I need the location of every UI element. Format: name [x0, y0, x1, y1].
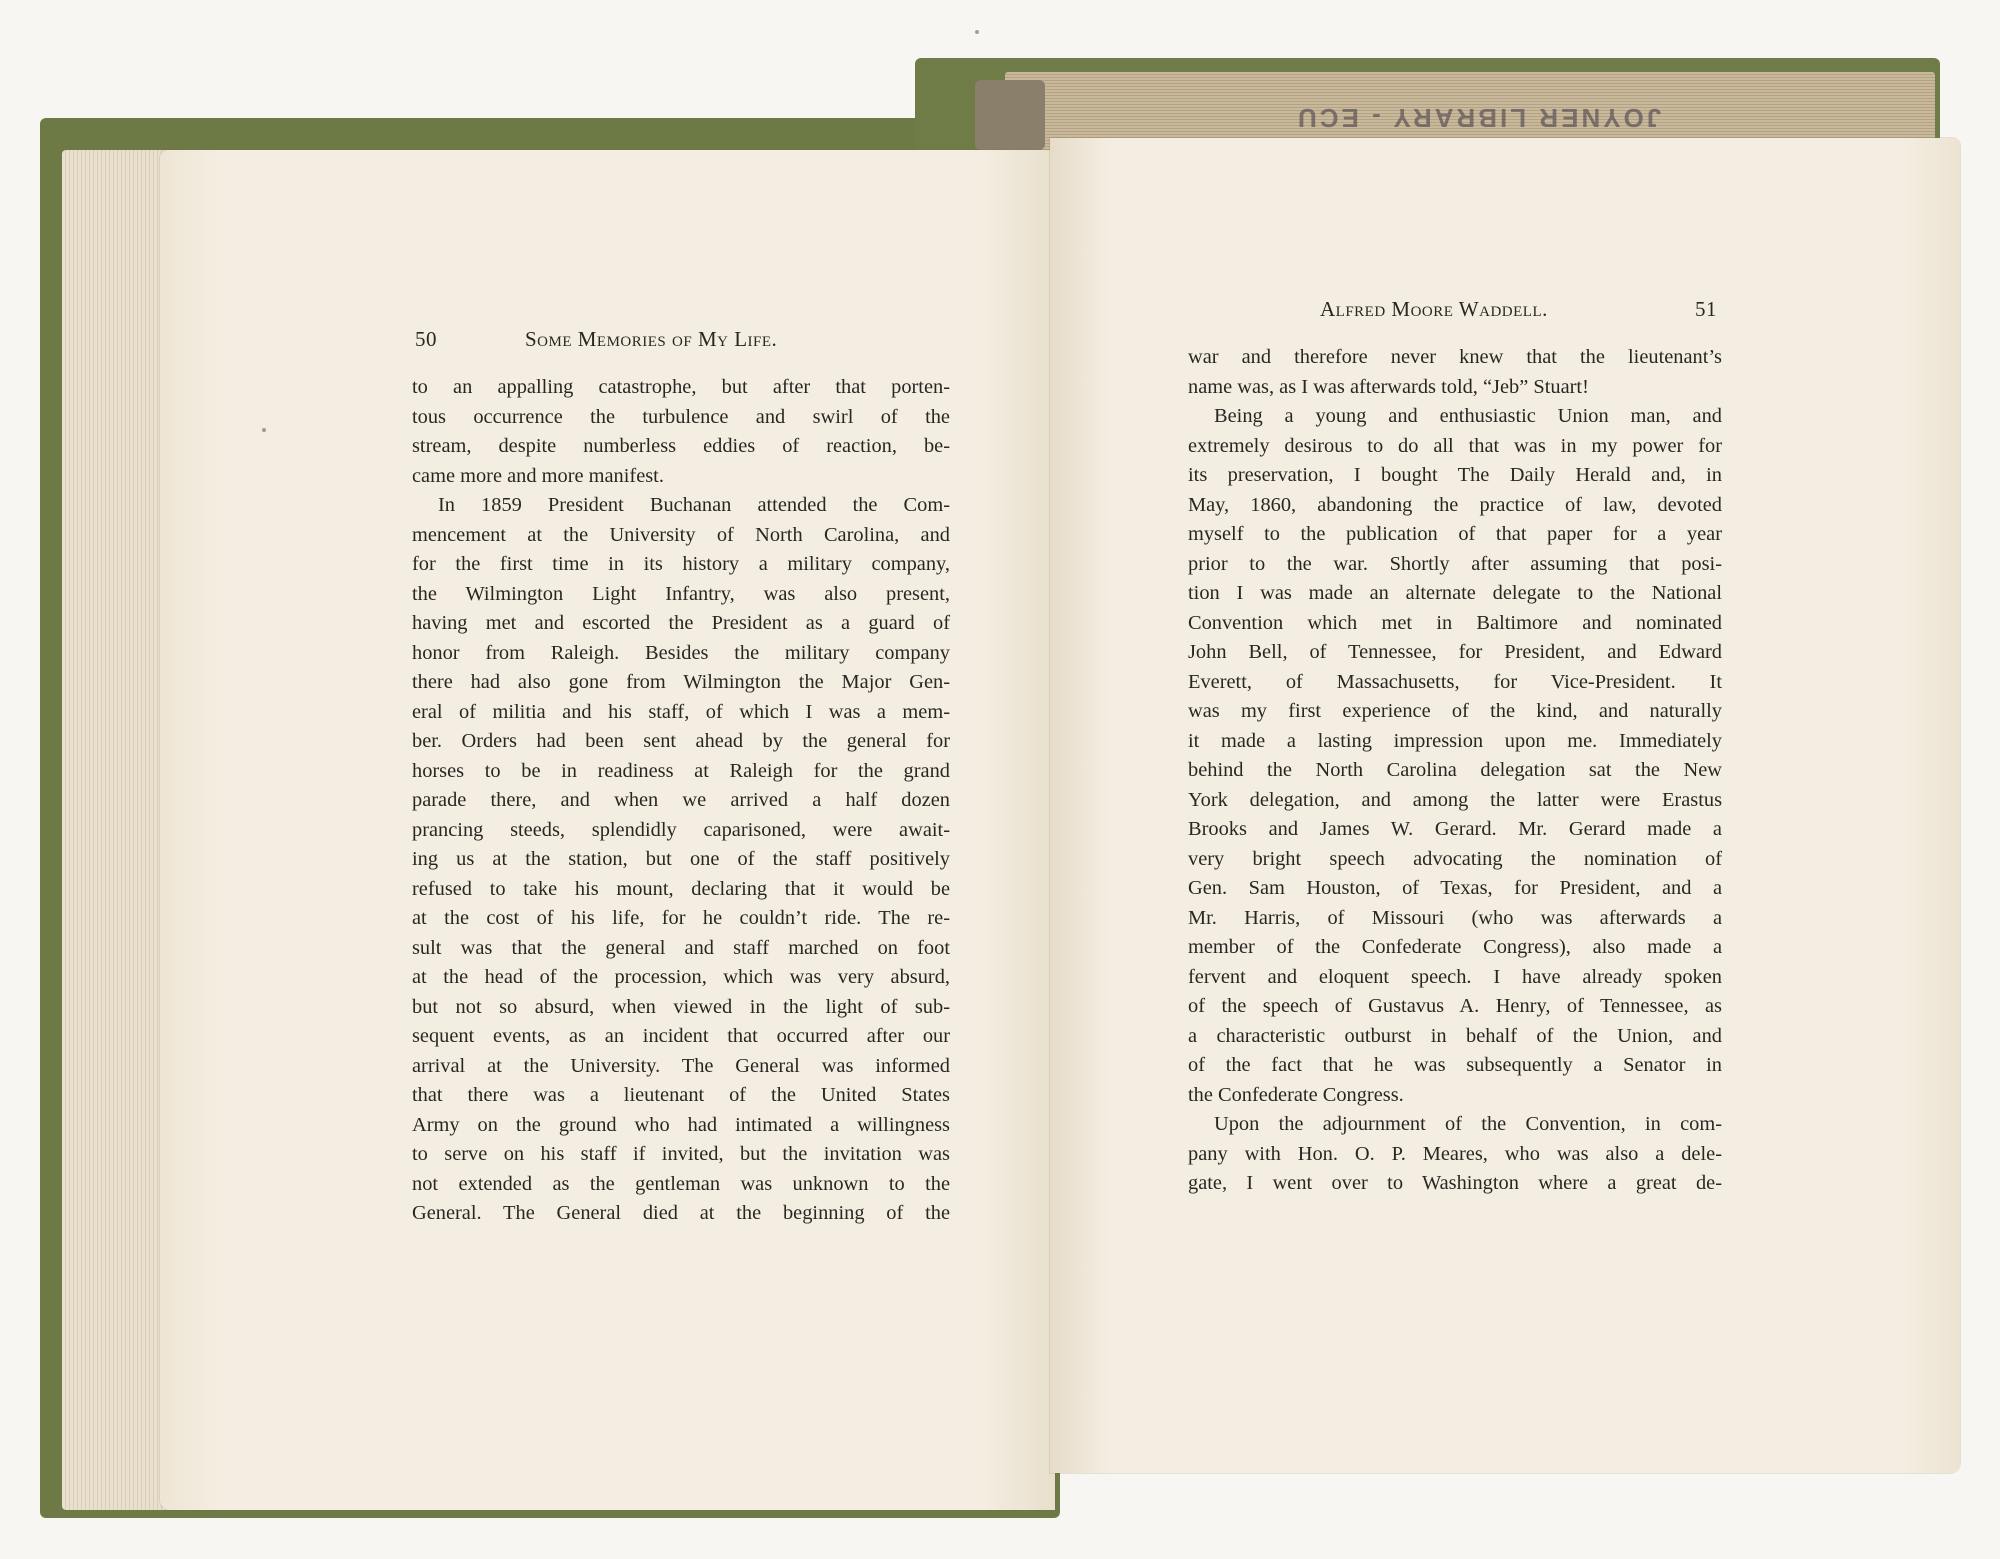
text-line: name was, as I was afterwards told, “Jeb” Stuart!: [1188, 375, 1589, 398]
text-line: was my first experience of the kind, and naturally: [1188, 700, 1722, 722]
text-line: arrival at the University. The General was informed: [412, 1054, 950, 1077]
text-line: mencement at the University of North Carolina, and: [412, 523, 950, 546]
page-speck: [262, 428, 266, 432]
text-line: Convention which met in Baltimore and nominated: [1188, 611, 1722, 634]
text-line: the Confederate Congress.: [1188, 1083, 1404, 1106]
text-line: sequent events, as an incident that occurred after our: [412, 1025, 950, 1047]
text-line: Brooks and James W. Gerard. Mr. Gerard made a: [1188, 818, 1722, 840]
text-line: it made a lasting impression upon me. Immediately: [1188, 729, 1722, 752]
text-line: not extended as the gentleman was unknown to the: [412, 1172, 950, 1195]
text-line: In 1859 President Buchanan attended the Com-: [438, 494, 950, 516]
text-line: of the speech of Gustavus A. Henry, of Tennessee, as: [1188, 995, 1722, 1017]
text-line: John Bell, of Tennessee, for President, and Edward: [1188, 641, 1722, 663]
text-line: having met and escorted the President as a guard of: [412, 612, 950, 634]
text-line: gate, I went over to Washington where a great de-: [1188, 1172, 1722, 1194]
text-line: behind the North Carolina delegation sat the New: [1188, 759, 1722, 781]
page-speck: [975, 30, 979, 34]
text-line: tous occurrence the turbulence and swirl of the: [412, 405, 950, 428]
text-line: prancing steeds, splendidly caparisoned, were await-: [412, 818, 950, 841]
text-line: for the first time in its history a military company,: [412, 553, 950, 575]
text-line: May, 1860, abandoning the practice of law, devoted: [1188, 493, 1722, 516]
text-line: to serve on his staff if invited, but the invitation was: [412, 1143, 950, 1165]
text-line: parade there, and when we arrived a half dozen: [412, 789, 950, 811]
text-line: ing us at the station, but one of the staff positively: [412, 848, 950, 870]
left-page-body: [412, 373, 950, 1229]
text-line: Army on the ground who had intimated a willingness: [412, 1113, 950, 1136]
library-edge-stamp: JOYNER LIBRARY - ECU: [1295, 103, 1662, 133]
book-spine: [975, 80, 1045, 150]
text-line: its preservation, I bought The Daily Herald and, in: [1188, 464, 1722, 486]
text-line: Gen. Sam Houston, of Texas, for President, and a: [1188, 877, 1722, 899]
left-page-number: 50: [415, 327, 437, 351]
text-line: York delegation, and among the latter were Erastus: [1188, 788, 1722, 811]
text-line: a characteristic outburst in behalf of the Union, and: [1188, 1024, 1722, 1047]
text-line: of the fact that he was subsequently a Senator in: [1188, 1054, 1722, 1076]
text-line: horses to be in readiness at Raleigh for the grand: [412, 759, 950, 782]
text-line: but not so absurd, when viewed in the light of sub-: [412, 995, 950, 1018]
text-line: stream, despite numberless eddies of reaction, be-: [412, 435, 950, 457]
text-line: member of the Confederate Congress), also made a: [1188, 936, 1722, 958]
text-line: to an appalling catastrophe, but after that porten-: [412, 376, 950, 398]
text-line: myself to the publication of that paper for a year: [1188, 523, 1722, 545]
text-line: the Wilmington Light Infantry, was also present,: [412, 582, 950, 605]
text-line: tion I was made an alternate delegate to the National: [1188, 582, 1722, 604]
text-line: Upon the adjournment of the Convention, in com-: [1214, 1113, 1722, 1135]
left-running-head: Some Memories of My Life.: [525, 327, 778, 351]
text-line: ber. Orders had been sent ahead by the general for: [412, 730, 950, 752]
text-line: fervent and eloquent speech. I have already spoken: [1188, 965, 1722, 988]
right-page-body: [1188, 343, 1722, 1199]
text-line: Being a young and enthusiastic Union man, and: [1214, 405, 1722, 427]
text-line: that there was a lieutenant of the United States: [412, 1084, 950, 1106]
text-line: sult was that the general and staff marched on foot: [412, 936, 950, 959]
text-line: at the head of the procession, which was very absurd,: [412, 966, 950, 988]
text-line: very bright speech advocating the nomination of: [1188, 847, 1722, 870]
text-line: General. The General died at the beginning of the: [412, 1202, 950, 1224]
right-running-head: Alfred Moore Waddell.: [1320, 297, 1548, 321]
text-line: extremely desirous to do all that was in my power for: [1188, 434, 1722, 457]
text-line: refused to take his mount, declaring that it would be: [412, 877, 950, 900]
text-line: honor from Raleigh. Besides the military company: [412, 641, 950, 664]
text-line: came more and more manifest.: [412, 464, 664, 487]
text-line: pany with Hon. O. P. Meares, who was also a dele-: [1188, 1142, 1722, 1165]
text-line: there had also gone from Wilmington the Major Gen-: [412, 671, 950, 693]
text-line: war and therefore never knew that the lieutenant’s: [1188, 346, 1722, 368]
text-line: Everett, of Massachusetts, for Vice-President. It: [1188, 670, 1722, 693]
text-line: at the cost of his life, for he couldn’t ride. The re-: [412, 907, 950, 929]
text-line: prior to the war. Shortly after assuming that posi-: [1188, 552, 1722, 575]
text-line: eral of militia and his staff, of which I was a mem-: [412, 700, 950, 723]
text-line: Mr. Harris, of Missouri (who was afterwards a: [1188, 906, 1722, 929]
right-page-number: 51: [1695, 297, 1717, 321]
